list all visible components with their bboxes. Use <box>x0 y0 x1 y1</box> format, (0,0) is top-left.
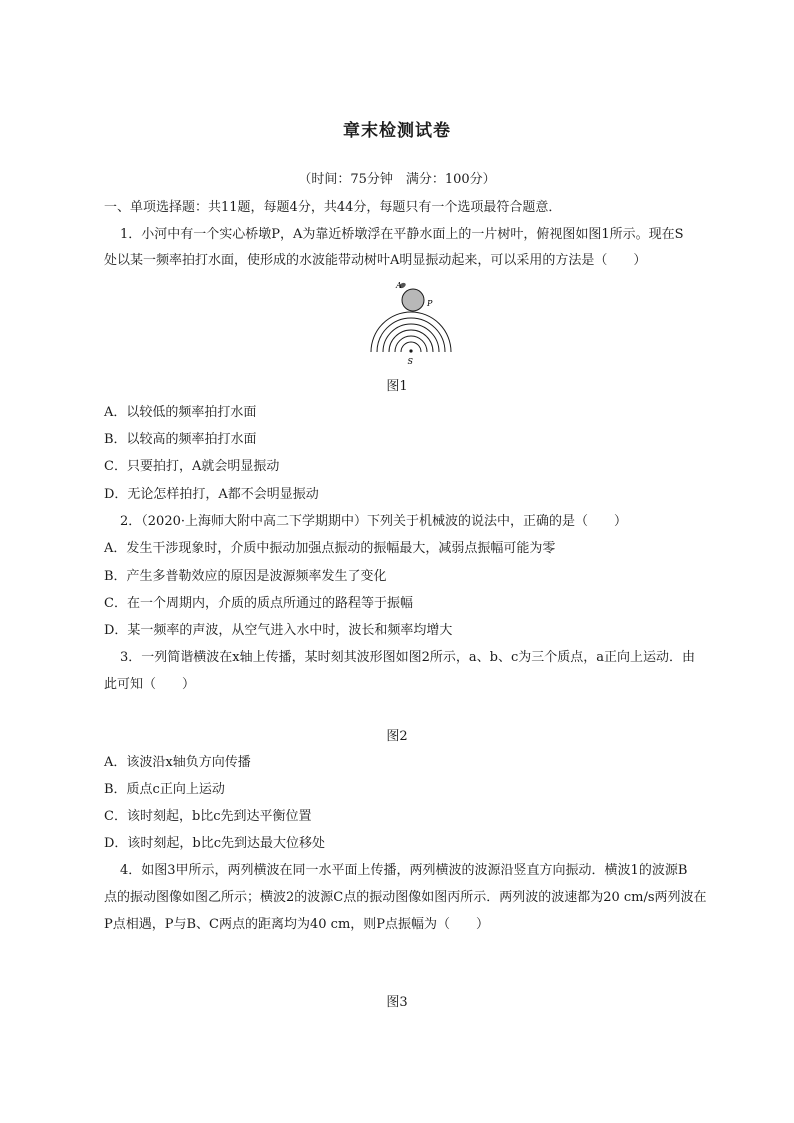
q4-stem-line3: P点相遇，P与B、C两点的距离均为40 cm，则P点振幅为（ ） <box>104 917 490 932</box>
section-heading: 一、单项选择题：共11题，每题4分，共44分，每题只有一个选项最符合题意． <box>104 200 562 215</box>
q1-option-d: D．无论怎样拍打，A都不会明显振动 <box>104 487 319 502</box>
page-title: 章末检测试卷 <box>343 121 451 141</box>
source-point <box>409 349 412 352</box>
fig1-label-a: A <box>396 281 402 290</box>
q2-option-d: D．某一频率的声波，从空气进入水中时，波长和频率均增大 <box>104 623 453 638</box>
figure-2-caption: 图2 <box>386 729 408 744</box>
wave-arc-3 <box>383 324 439 352</box>
figure-3-caption: 图3 <box>386 995 408 1010</box>
q1-option-b: B．以较高的频率拍打水面 <box>104 432 257 447</box>
q3-option-d: D．该时刻起，b比c先到达最大位移处 <box>104 836 326 851</box>
q3-option-b: B．质点c正向上运动 <box>104 782 225 797</box>
q1-stem-line2: 处以某一频率拍打水面，使形成的水波能带动树叶A明显振动起来，可以采用的方法是（ ） <box>104 253 647 268</box>
q4-stem-line1: 4．如图3甲所示，两列横波在同一水平面上传播，两列横波的波源沿竖直方向振动．横波1的波源B <box>120 863 688 878</box>
exam-info: （时间：75分钟 满分：100分） <box>298 172 496 187</box>
figure-1-diagram <box>366 280 456 370</box>
wave-arc-2 <box>377 318 445 352</box>
q1-option-c: C．只要拍打，A就会明显振动 <box>104 459 280 474</box>
q3-stem-line2: 此可知（ ） <box>104 677 196 692</box>
fig1-label-s: S <box>407 357 413 366</box>
q1-stem-line1: 1．小河中有一个实心桥墩P，A为靠近桥墩浮在平静水面上的一片树叶，俯视图如图1所示。现在S <box>120 227 684 242</box>
q3-stem-line1: 3．一列简谐横波在x轴上传播，某时刻其波形图如图2所示，a、b、c为三个质点，a正向上运动．由 <box>120 650 695 665</box>
q2-option-a: A．发生干涉现象时，介质中振动加强点振动的振幅最大，减弱点振幅可能为零 <box>104 541 556 556</box>
q2-stem: 2．（2020·上海师大附中高二下学期期中）下列关于机械波的说法中，正确的是（ ） <box>120 514 627 529</box>
q2-option-b: B．产生多普勒效应的原因是波源频率发生了变化 <box>104 569 387 584</box>
figure-1-caption: 图1 <box>386 379 408 394</box>
pier-circle <box>402 289 424 311</box>
q2-option-c: C．在一个周期内，介质的质点所通过的路程等于振幅 <box>104 596 413 611</box>
q1-option-a: A．以较低的频率拍打水面 <box>104 405 257 420</box>
q4-stem-line2: 点的振动图像如图乙所示；横波2的波源C点的振动图像如图丙所示．两列波的波速都为20 cm/s两列波在 <box>104 890 707 905</box>
fig1-label-p: P <box>427 299 433 308</box>
q3-option-a: A．该波沿x轴负方向传播 <box>104 755 251 770</box>
q3-option-c: C．该时刻起，b比c先到达平衡位置 <box>104 809 312 824</box>
